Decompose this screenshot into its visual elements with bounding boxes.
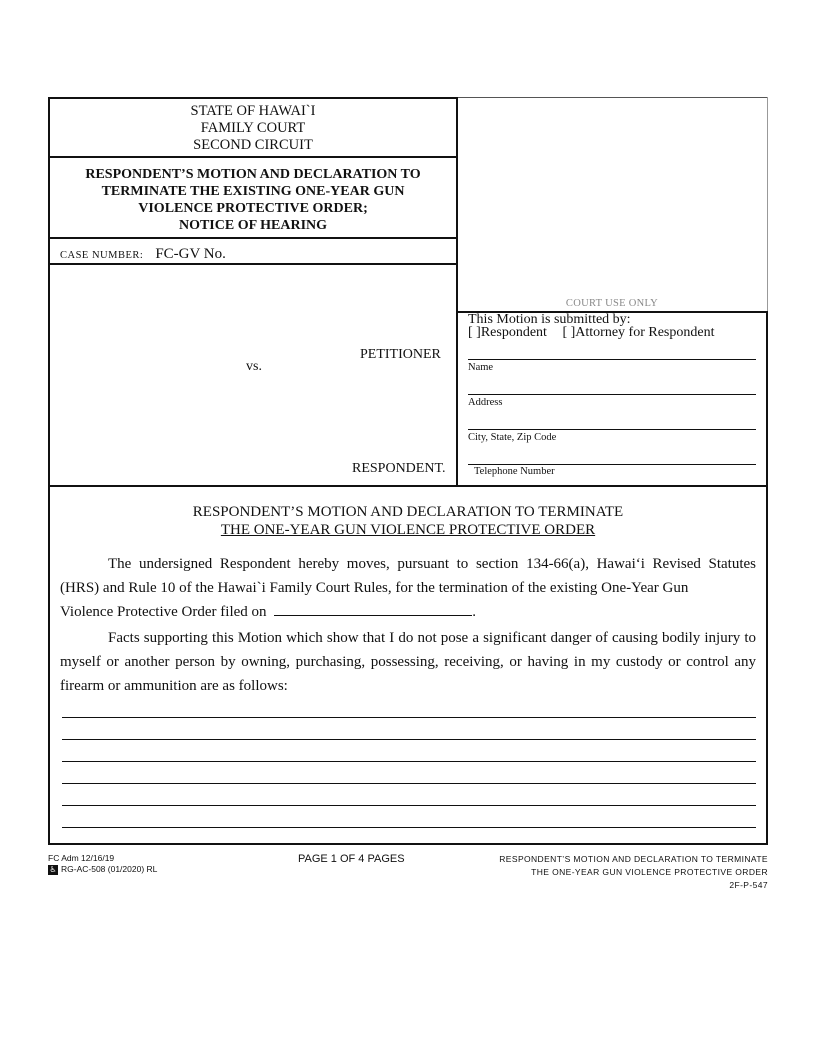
motion-heading-line-1: RESPONDENT’S MOTION AND DECLARATION TO TERMINATE	[192, 504, 624, 520]
caption-bottom	[48, 485, 768, 487]
motion-paragraph-2: Facts supporting this Motion which show that I do not pose a significant danger of causing bodily injury to myself or another person by owning, purchasing, possessing, receiving, or having in my custody or control any firearm or ammunition are as follows:	[60, 630, 756, 694]
submitted-by-options	[468, 325, 714, 341]
name-line[interactable]	[468, 359, 756, 360]
case-separator	[48, 263, 458, 265]
top-border-left	[48, 97, 458, 99]
case-number-label: CASE NUMBER:	[60, 250, 144, 261]
city-state-zip-line[interactable]	[468, 429, 756, 430]
title-separator	[48, 237, 458, 239]
header-separator	[48, 156, 458, 158]
telephone-field-label: Telephone Number	[474, 466, 555, 477]
title-line-2: TERMINATE THE EXISTING ONE-YEAR GUN	[101, 184, 405, 199]
address-line[interactable]	[468, 394, 756, 395]
versus-label: vs.	[246, 359, 262, 374]
motion-paragraph-1: The undersigned Respondent hereby moves, pursuant to section 134-66(a), Hawai‘i Revised Statutes (HRS) and Rule 10 of the Hawai`i Family Court Rules, for the termination of the existing One-Year Gun	[60, 556, 756, 596]
facts-line-1[interactable]	[62, 717, 756, 718]
form-code: RG-AC-508 (01/2020) RL	[61, 864, 158, 874]
respondent-label: RESPONDENT.	[352, 461, 446, 476]
petitioner-label: PETITIONER	[360, 347, 441, 362]
address-field-label: Address	[468, 397, 503, 408]
facts-line-3[interactable]	[62, 761, 756, 762]
respondent-checkbox[interactable]: [ ]Respondent	[468, 325, 547, 340]
state-name: STATE OF HAWAI`I	[190, 103, 316, 119]
document-title	[50, 166, 456, 234]
title-line-3: VIOLENCE PROTECTIVE ORDER;	[138, 201, 368, 216]
court-name: FAMILY COURT	[200, 120, 306, 136]
city-field-label: City, State, Zip Code	[468, 432, 557, 443]
court-header	[50, 103, 456, 154]
circuit-name: SECOND CIRCUIT	[193, 137, 313, 153]
submitted-by-heading: This Motion is submitted by:	[468, 312, 631, 327]
name-field-label: Name	[468, 362, 494, 373]
footer-right-title	[468, 853, 768, 892]
motion-heading-line-2: THE ONE-YEAR GUN VIOLENCE PROTECTIVE ORDER	[220, 522, 596, 538]
filed-on-text: Violence Protective Order filed on	[60, 604, 267, 620]
facts-line-5[interactable]	[62, 805, 756, 806]
title-line-1: RESPONDENT’S MOTION AND DECLARATION TO	[85, 167, 421, 182]
bottom-border	[48, 843, 768, 845]
top-border-right	[458, 97, 768, 98]
facts-line-6[interactable]	[62, 827, 756, 828]
right-border	[766, 311, 768, 845]
attorney-checkbox[interactable]: [ ]Attorney for Respondent	[562, 325, 715, 340]
filed-on-row	[60, 603, 476, 621]
title-line-4: NOTICE OF HEARING	[178, 218, 328, 233]
telephone-line[interactable]	[468, 464, 756, 465]
facts-line-2[interactable]	[62, 739, 756, 740]
footer-form-number: 2F-P-547	[729, 880, 768, 890]
case-number-value[interactable]: FC-GV No.	[155, 246, 226, 262]
motion-heading	[50, 503, 766, 539]
court-use-only-label: COURT USE ONLY	[565, 298, 659, 309]
footer-right-line-2: THE ONE-YEAR GUN VIOLENCE PROTECTIVE ORDER	[531, 867, 768, 877]
case-number-row	[60, 245, 226, 263]
court-use-right-border	[767, 97, 768, 312]
page-number: PAGE 1 OF 4 PAGES	[298, 853, 405, 865]
footer-right-line-1: RESPONDENT’S MOTION AND DECLARATION TO TERMINATE	[499, 854, 768, 864]
filed-on-period: .	[472, 604, 477, 620]
form-code-row	[48, 864, 157, 875]
form-date: FC Adm 12/16/19	[48, 853, 115, 863]
facts-line-4[interactable]	[62, 783, 756, 784]
accessibility-icon: ♿	[49, 864, 57, 874]
filed-on-date-field[interactable]	[274, 603, 472, 616]
